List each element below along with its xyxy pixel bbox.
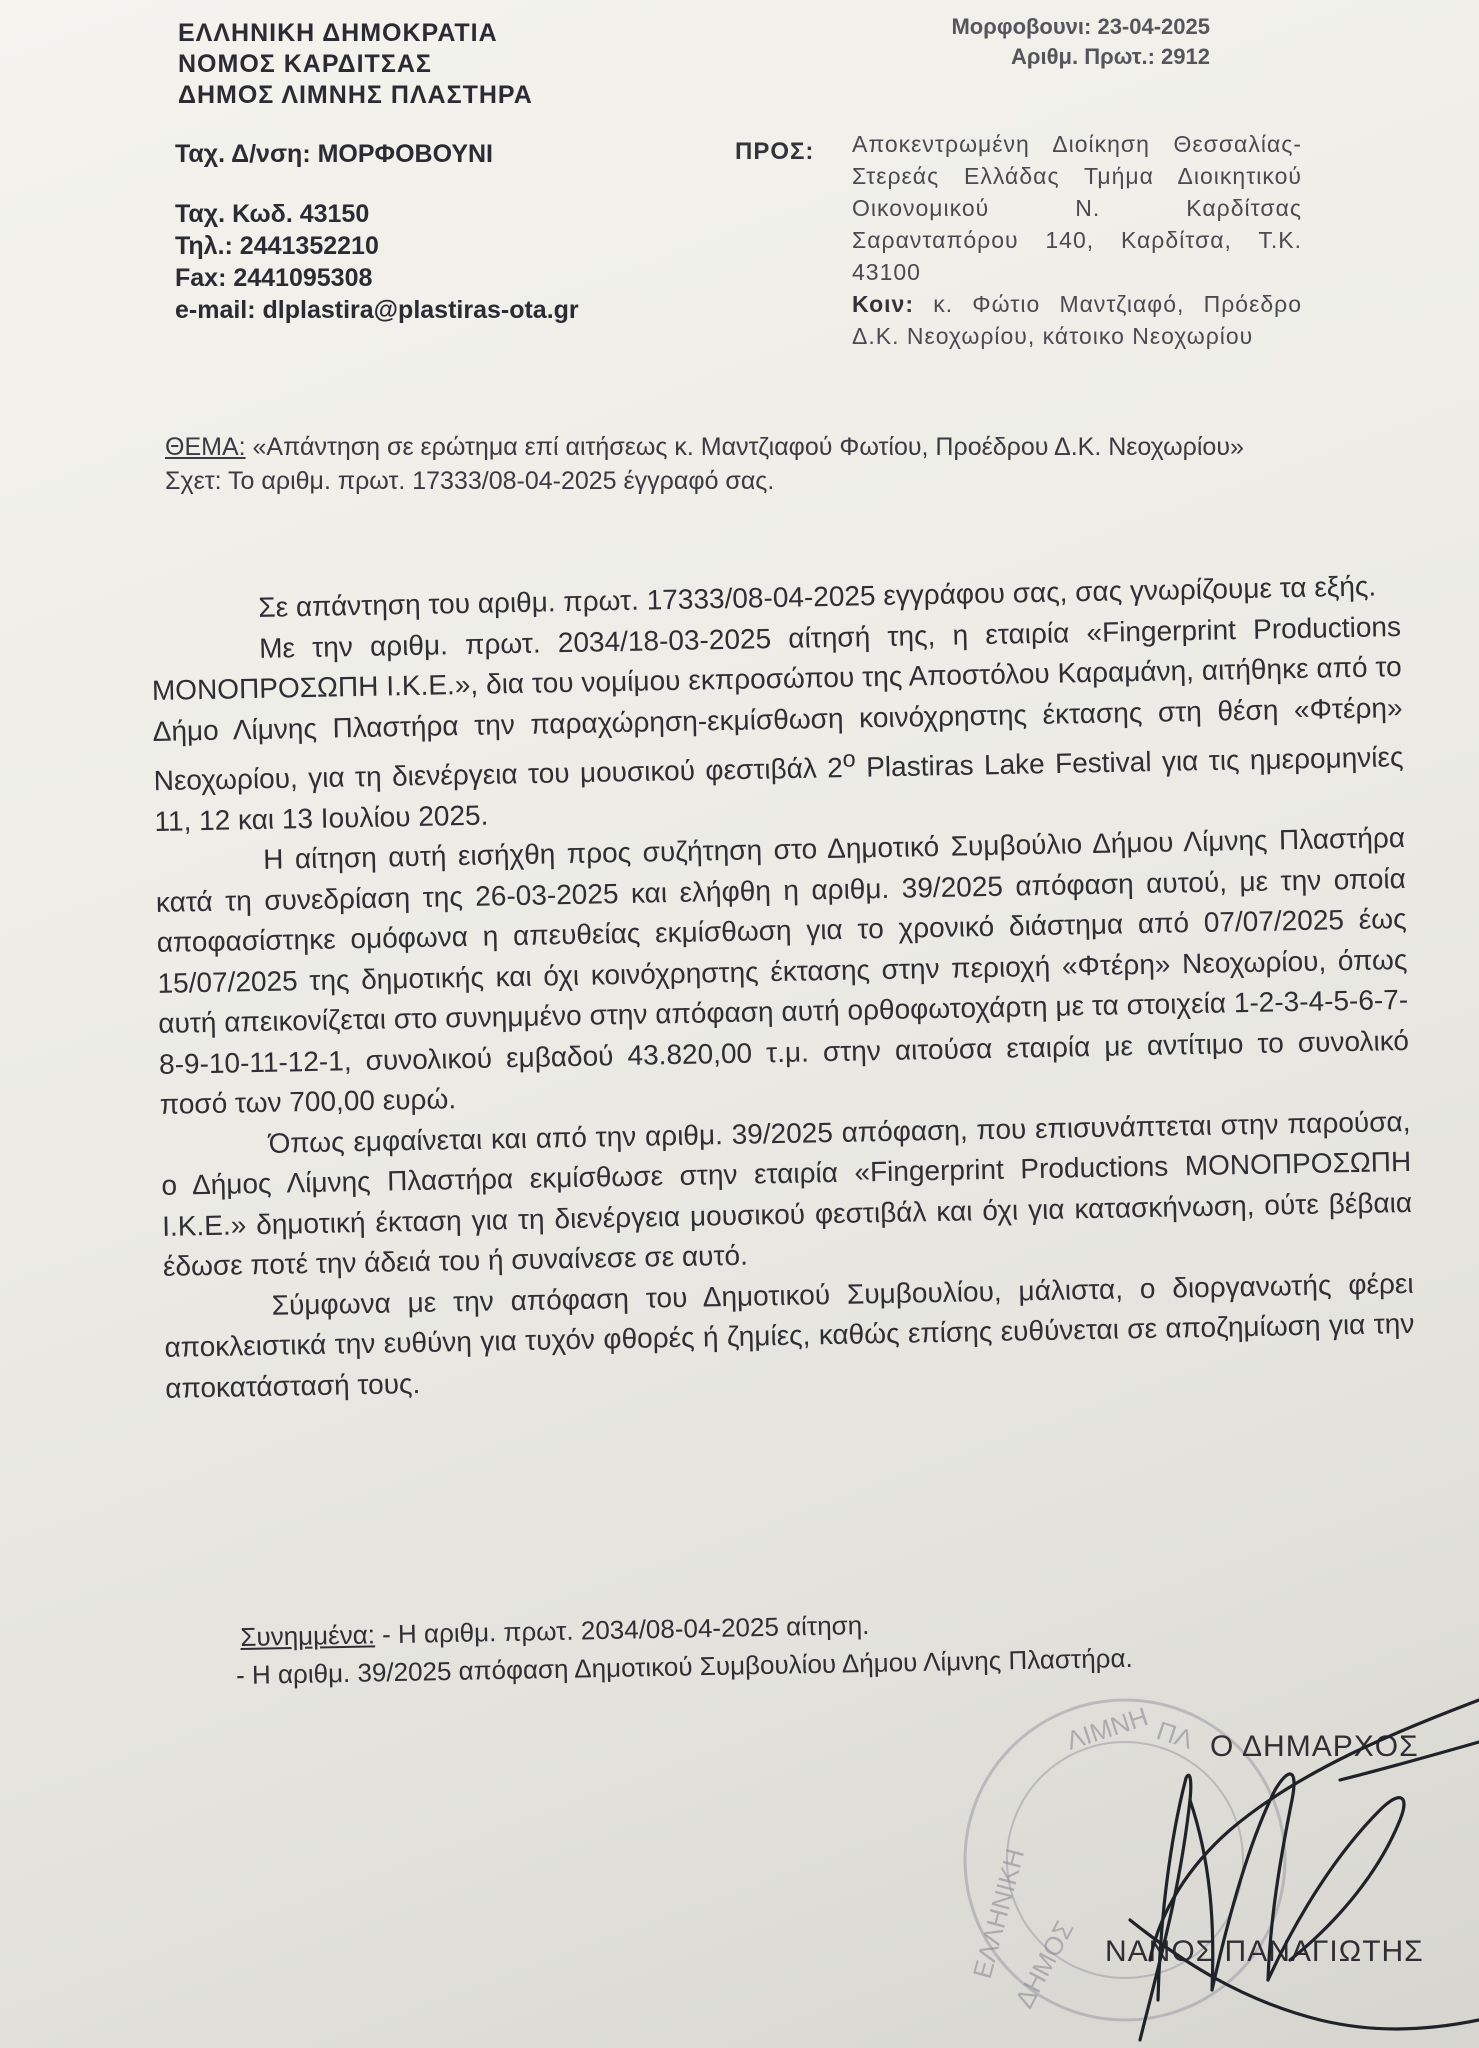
subject-reference: Σχετ: Το αριθμ. πρωτ. 17333/08-04-2025 έγγραφό σας. [165,467,775,495]
handwritten-signature [1040,1660,1479,2048]
phone: Τηλ.: 2441352210 [175,232,379,260]
recipient-address: Αποκεντρωμένη Διοίκηση Θεσσαλίας-Στερεάς Ελλάδας Τμήμα Διοικητικού Οικονομικού Ν. Καρδίτσας Σαρανταπόρου 140, Καρδίτσα, Τ.Κ. 43100 [852,131,1302,285]
svg-text:ΛΙΜΝΗ: ΛΙΜΝΗ [1062,1701,1152,1756]
reference-block [890,12,1210,72]
recipient-cc [852,288,1302,352]
header-prefecture: ΝΟΜΟΣ ΚΑΡΔΙΤΣΑΣ [178,50,432,78]
recipient-label: ΠΡΟΣ: [735,138,815,165]
recipient-block [852,128,1302,352]
paragraph-5: Σύμφωνα με την απόφαση του Δημοτικού Συμβουλίου, μάλιστα, ο διοργανωτής φέρει αποκλειστικά την ευθύνη για τυχόν φθορές ή ζημίες, καθώς επίσης ευθύνεται σε αποζημίωση για την αποκατάστασή τους. [164,1267,1415,1404]
svg-text:ΕΛΛΗΝΙΚΗ: ΕΛΛΗΝΙΚΗ [966,1845,1031,1982]
signatory-title: Ο ΔΗΜΑΡΧΟΣ [1210,1730,1419,1763]
cc-text: κ. Φώτιο Μαντζιαφό, Πρόεδρο Δ.Κ. Νεοχωρίου, κάτοικο Νεοχωρίου [852,291,1303,349]
ordinal-superscript: ο [842,745,856,772]
email: e-mail: dlplastira@plastiras-ota.gr [175,296,579,324]
cc-label: Κοιν: [852,291,914,317]
paragraph-1: Σε απάντηση του αριθμ. πρωτ. 17333/08-04-2025 εγγράφου σας, σας γνωρίζουμε τα εξής. [258,570,1377,623]
subject-label: ΘΕΜΑ: [165,433,246,461]
place-date: Μορφοβουνι: 23-04-2025 [951,14,1210,39]
attachment-2: - Η αριθμ. 39/2025 απόφαση Δημοτικού Συμβουλίου Δήμου Λίμνης Πλαστήρα. [235,1642,1133,1691]
paragraph-2-end: Plastiras Lake Festival για τις ημερομηνίες 11, 12 και 13 Ιουλίου 2025. [154,741,1404,837]
attachment-1: - Η αριθμ. πρωτ. 2034/08-04-2025 αίτηση. [374,1609,870,1650]
fax: Fax: 2441095308 [175,264,373,292]
subject-line [165,430,1325,464]
paragraph-4: Όπως εμφαίνεται και από την αριθμ. 39/2025 απόφαση, που επισυνάπτεται στην παρούσα, ο Δήμος Λίμνης Πλαστήρα εκμίσθωσε στην εταιρία «Fingerprint Productions ΜΟΝΟΠΡΟΣΩΠΗ Ι.Κ.Ε.» δημοτική έκταση για τη διενέργεια μουσικού φεστιβάλ και όχι για κατασκήνωση, ούτε βέβαια έδωσε ποτέ την άδειά του ή συναίνεσε σε αυτό. [161,1105,1413,1283]
header-municipality: ΔΗΜΟΣ ΛΙΜΝΗΣ ΠΛΑΣΤΗΡΑ [178,81,533,109]
svg-text:ΔΗΜΟΣ: ΔΗΜΟΣ [1008,1915,1080,2013]
subject-block [165,430,1325,498]
header-country: ΕΛΛΗΝΙΚΗ ΔΗΜΟΚΡΑΤΙΑ [178,19,498,47]
subject-text: «Απάντηση σε ερώτημα επί αιτήσεως κ. Μαντζιαφού Φωτίου, Προέδρου Δ.Κ. Νεοχωρίου» [245,433,1244,461]
paragraph-2-start: Με την αριθμ. πρωτ. 2034/18-03-2025 αίτησή της, η εταιρία «Fingerprint Productions ΜΟΝΟΠΡΟΣΩΠΗ Ι.Κ.Ε.», δια του νομίμου εκπροσώπου της Αποστόλου Καραμάνη, αιτήθηκε από το Δήμο Λίμνης Πλαστήρα την παραχώρηση-εκμίσθωση κοινόχρηστης έκτασης στη θέση «Φτέρη» Νεοχωρίου, για τη διενέργεια του μουσικού φεστιβάλ 2 [151,610,1403,797]
postal-office: Ταχ. Δ/νση: ΜΟΡΦΟΒΟΥΝΙ [175,140,493,168]
postal-code: Ταχ. Κωδ. 43150 [175,200,370,228]
signatory-name: ΝΑΝΟΣ ΠΑΝΑΓΙΩΤΗΣ [1105,1935,1424,1968]
protocol-number: Αριθμ. Πρωτ.: 2912 [1011,44,1210,69]
svg-text:ΠΛ: ΠΛ [1153,1715,1197,1755]
letter-body [150,566,1415,1409]
issuer-header [178,18,533,111]
attachments-label: Συνημμένα: [240,1619,376,1652]
paragraph-3: Η αίτηση αυτή εισήχθη προς συζήτηση στο Δημοτικό Συμβούλιο Δήμου Λίμνης Πλαστήρα κατά τη συνεδρίαση της 26-03-2025 και ελήφθη η αριθμ. 39/2025 απόφαση αυτού, με την οποία αποφασίστηκε ομόφωνα η απευθείας εκμίσθωση για το χρονικό διάστημα από 07/07/2025 έως 15/07/2025 της δημοτικής και όχι κοινόχρηστης έκτασης στην περιοχή «Φτέρη» Νεοχωρίου, όπως αυτή απεικονίζεται στο συνημμένο στην απόφαση αυτή ορθοφωτοχάρτη με τα στοιχεία 1-2-3-4-5-6-7-8-9-10-11-12-1, συνολικού εμβαδού 43.820,00 τ.μ. στην αιτούσα εταιρία με αντίτιμο το συνολικό ποσό των 700,00 ευρώ. [155,822,1410,1121]
paragraph-2 [151,606,1405,842]
contact-block [175,138,595,326]
